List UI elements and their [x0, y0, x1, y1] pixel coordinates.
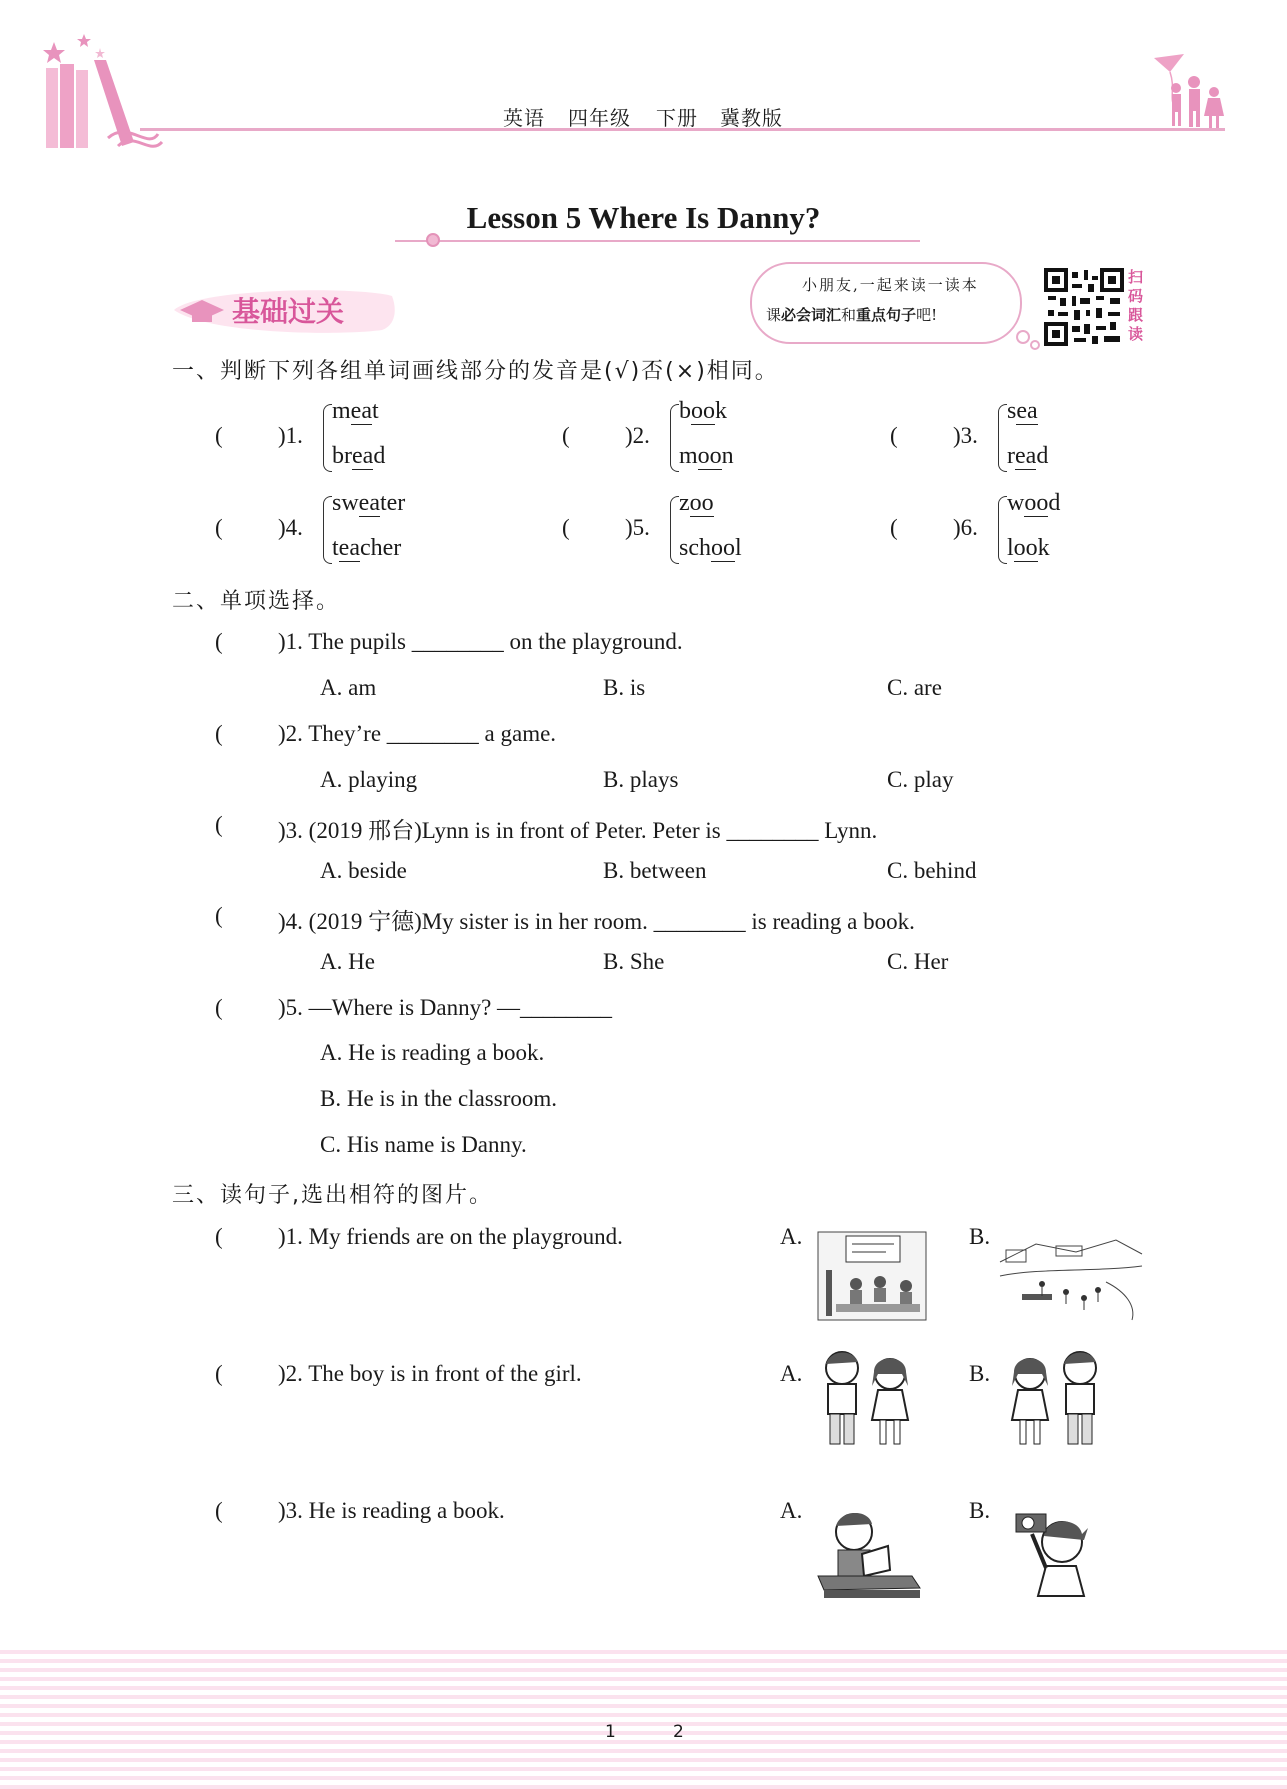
p1-item2-word1: book — [679, 398, 727, 424]
answer-blank[interactable]: ( — [215, 812, 223, 837]
bubble-tail-small — [1030, 340, 1040, 350]
answer-blank[interactable]: ( — [215, 721, 223, 746]
answer-blank[interactable]: ( — [215, 629, 223, 654]
page-number-right: 2 — [673, 1722, 684, 1742]
part3-instruction: 三、读句子,选出相符的图片。 — [172, 1183, 493, 1208]
p2-q4-option-c[interactable]: C. Her — [887, 949, 949, 974]
p3-q1-option-a-label[interactable]: A. — [780, 1224, 803, 1249]
p3-q3-option-a-label[interactable]: A. — [780, 1498, 803, 1523]
p2-q4-option-b[interactable]: B. She — [603, 949, 665, 974]
p1-item5-number: )5. — [625, 515, 650, 540]
p1-item2-word2: moon — [679, 443, 734, 469]
boy-in-front-of-girl-picture[interactable] — [812, 1346, 918, 1452]
p2-q1-stem: )1. The pupils ________ on the playground. — [278, 629, 683, 654]
boy-with-camera-picture[interactable] — [1006, 1506, 1112, 1600]
girl-in-front-of-boy-picture[interactable] — [1004, 1346, 1110, 1452]
p1-item6-word2: look — [1007, 535, 1050, 561]
brace — [323, 496, 332, 564]
answer-blank[interactable]: ( — [215, 995, 223, 1020]
p1-item4-number: )4. — [278, 515, 303, 540]
p1-item4-word2: teacher — [332, 535, 402, 561]
answer-blank[interactable]: ( — [215, 1498, 223, 1523]
header-edition: 冀教版 — [720, 106, 783, 130]
brace — [670, 496, 679, 564]
p2-q4-option-a[interactable]: A. He — [320, 949, 375, 974]
header-grade: 四年级 — [568, 106, 631, 130]
p1-item2-number: )2. — [625, 423, 650, 448]
header-subject: 英语 — [503, 106, 545, 130]
p1-item3-word1: sea — [1007, 398, 1038, 424]
p2-q5-stem: )5. —Where is Danny? —________ — [278, 995, 613, 1020]
p1-item3-word2: read — [1007, 443, 1049, 469]
p1-item4-word1: sweater — [332, 490, 406, 516]
answer-blank[interactable]: ( — [215, 423, 223, 448]
p2-q2-stem: )2. They’re ________ a game. — [278, 721, 557, 746]
tip-bubble-line2: 课必会词汇和重点句子吧! — [766, 306, 938, 324]
brace — [670, 404, 679, 472]
classroom-picture[interactable] — [816, 1230, 928, 1322]
answer-blank[interactable]: ( — [215, 903, 223, 928]
p2-q3-option-b[interactable]: B. between — [603, 858, 707, 883]
p2-q2-option-b[interactable]: B. plays — [603, 767, 679, 792]
playground-picture[interactable] — [996, 1232, 1144, 1322]
p2-q1-option-a[interactable]: A. am — [320, 675, 377, 700]
answer-blank[interactable]: ( — [215, 515, 223, 540]
p3-q1-sentence: )1. My friends are on the playground. — [278, 1224, 623, 1249]
p1-item1-word1: meat — [332, 398, 379, 424]
p3-q2-option-a-label[interactable]: A. — [780, 1361, 803, 1386]
answer-blank[interactable]: ( — [562, 423, 570, 448]
header-book-decoration — [38, 30, 168, 155]
p1-item6-number: )6. — [953, 515, 978, 540]
p3-q3-option-b-label[interactable]: B. — [969, 1498, 991, 1523]
page-number-left: 1 — [605, 1722, 616, 1742]
brace — [998, 496, 1007, 564]
p1-item1-number: )1. — [278, 423, 303, 448]
p2-q3-stem: )3. (2019 邢台)Lynn is in front of Peter. Peter is ________ Lynn. — [278, 818, 878, 843]
bubble-tail — [1016, 330, 1030, 344]
title-underline — [395, 240, 920, 242]
lesson-title: Lesson 5 Where Is Danny? — [466, 200, 821, 235]
p3-q2-sentence: )2. The boy is in front of the girl. — [278, 1361, 582, 1386]
p2-q4-stem: )4. (2019 宁德)My sister is in her room. ________ is reading a book. — [278, 909, 915, 934]
header-kids-kite-decoration — [1148, 50, 1228, 132]
part1-instruction: 一、判断下列各组单词画线部分的发音是(√)否(×)相同。 — [172, 359, 779, 384]
boy-reading-book-picture[interactable] — [816, 1506, 922, 1600]
footer-stripes — [0, 1648, 1287, 1789]
answer-blank[interactable]: ( — [890, 423, 898, 448]
p2-q5-option-b[interactable]: B. He is in the classroom. — [320, 1086, 557, 1111]
p2-q5-option-a[interactable]: A. He is reading a book. — [320, 1040, 545, 1065]
p2-q5-option-c[interactable]: C. His name is Danny. — [320, 1132, 527, 1157]
p2-q3-option-c[interactable]: C. behind — [887, 858, 977, 883]
qr-code-icon[interactable] — [1044, 268, 1124, 346]
p2-q2-option-a[interactable]: A. playing — [320, 767, 418, 792]
p2-q1-option-c[interactable]: C. are — [887, 675, 942, 700]
p2-q3-option-a[interactable]: A. beside — [320, 858, 407, 883]
p3-q1-option-b-label[interactable]: B. — [969, 1224, 991, 1249]
title-dot-ornament — [426, 233, 440, 247]
p3-q3-sentence: )3. He is reading a book. — [278, 1498, 505, 1523]
tip-bubble — [750, 262, 1022, 344]
answer-blank[interactable]: ( — [890, 515, 898, 540]
p1-item3-number: )3. — [953, 423, 978, 448]
part2-instruction: 二、单项选择。 — [172, 589, 341, 614]
p2-q1-option-b[interactable]: B. is — [603, 675, 646, 700]
p3-q2-option-b-label[interactable]: B. — [969, 1361, 991, 1386]
section-badge-label: 基础过关 — [232, 295, 345, 328]
p1-item6-word1: wood — [1007, 490, 1061, 516]
brace — [323, 404, 332, 472]
answer-blank[interactable]: ( — [215, 1361, 223, 1386]
brace — [998, 404, 1007, 472]
p1-item1-word2: bread — [332, 443, 386, 469]
p2-q2-option-c[interactable]: C. play — [887, 767, 954, 792]
answer-blank[interactable]: ( — [215, 1224, 223, 1249]
p1-item5-word2: school — [679, 535, 742, 561]
p1-item5-word1: zoo — [679, 490, 714, 516]
scan-follow-read-label: 扫 码 跟 读 — [1128, 268, 1144, 343]
tip-bubble-line1: 小朋友,一起来读一读本 — [802, 276, 979, 294]
header-volume: 下册 — [656, 106, 698, 130]
answer-blank[interactable]: ( — [562, 515, 570, 540]
